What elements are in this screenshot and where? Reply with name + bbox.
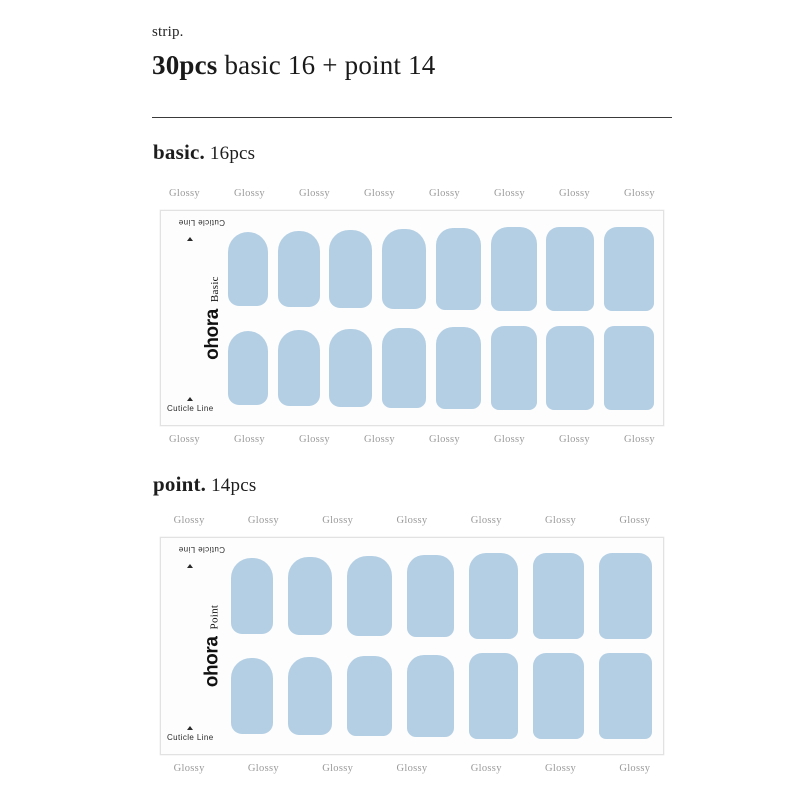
finish-label: Glossy (169, 188, 200, 199)
nail-row (223, 318, 659, 417)
point-heading-label: point. (153, 472, 207, 496)
point-heading-count: 14pcs (206, 475, 257, 496)
nail-sticker (407, 555, 454, 637)
cuticle-arrow-up-icon (187, 397, 193, 401)
finish-label: Glossy (470, 763, 502, 774)
basic-section-heading (153, 140, 255, 165)
brand-mark (201, 605, 223, 688)
finish-label: Glossy (619, 515, 651, 526)
finish-label: Glossy (173, 515, 205, 526)
nail-row (223, 219, 659, 318)
finish-label: Glossy (234, 188, 265, 199)
finish-label: Glossy (234, 434, 265, 445)
finish-label: Glossy (559, 188, 590, 199)
finish-label: Glossy (247, 515, 279, 526)
nail-sticker (436, 327, 481, 409)
nail-sticker (604, 227, 654, 311)
basic-sheet-rail (161, 211, 223, 425)
nail-sticker (329, 230, 372, 308)
nail-sticker (546, 326, 594, 410)
cuticle-line-label-bottom: Cuticle Line (167, 733, 214, 742)
point-bottom-finish-labels (152, 763, 672, 777)
cuticle-arrow-up-icon (187, 237, 193, 241)
finish-label: Glossy (247, 763, 279, 774)
brand-variant: Basic (208, 276, 221, 303)
finish-label: Glossy (545, 763, 577, 774)
nail-sticker (491, 326, 537, 410)
nail-sticker (599, 653, 652, 739)
finish-label: Glossy (299, 434, 330, 445)
finish-label: Glossy (299, 188, 330, 199)
finish-label: Glossy (322, 763, 354, 774)
nail-sticker (278, 330, 320, 406)
nail-sticker (288, 657, 332, 735)
nail-row (223, 646, 659, 746)
title-count: 30pcs (152, 50, 218, 80)
nail-sticker (469, 553, 518, 639)
basic-heading-label: basic. (153, 140, 205, 164)
nail-sticker (491, 227, 537, 311)
brand-name: ohora (201, 636, 223, 688)
brand-mark (202, 276, 224, 360)
basic-bottom-finish-labels (152, 434, 672, 448)
brand-name: ohora (201, 309, 223, 360)
finish-label: Glossy (494, 434, 525, 445)
nail-sticker (231, 558, 273, 634)
nail-sticker (228, 232, 268, 306)
point-nail-grid (223, 546, 659, 746)
finish-label: Glossy (624, 188, 655, 199)
kicker-text: strip. (152, 24, 184, 40)
finish-label: Glossy (396, 515, 428, 526)
nail-sticker (288, 557, 332, 635)
finish-label: Glossy (364, 434, 395, 445)
header-divider (152, 117, 672, 118)
nail-sticker (546, 227, 594, 311)
title-description: basic 16 + point 14 (217, 50, 436, 80)
nail-sticker (407, 655, 454, 737)
page-header (152, 24, 672, 81)
cuticle-line-label-top: Cuticle Line (178, 545, 225, 554)
nail-sticker (347, 656, 392, 736)
nail-sticker (533, 553, 584, 639)
finish-label: Glossy (396, 763, 428, 774)
point-top-finish-labels (152, 515, 672, 529)
nail-sticker (382, 328, 426, 408)
finish-label: Glossy (494, 188, 525, 199)
finish-label: Glossy (322, 515, 354, 526)
nail-sticker (278, 231, 320, 307)
basic-nail-grid (223, 219, 659, 417)
nail-sticker (228, 331, 268, 405)
nail-sticker (469, 653, 518, 739)
finish-label: Glossy (169, 434, 200, 445)
nail-sticker (231, 658, 273, 734)
nail-sticker (347, 556, 392, 636)
finish-label: Glossy (545, 515, 577, 526)
finish-label: Glossy (429, 434, 460, 445)
basic-top-finish-labels (152, 188, 672, 202)
nail-row (223, 546, 659, 646)
nail-sticker (599, 553, 652, 639)
finish-label: Glossy (470, 515, 502, 526)
nail-sticker (604, 326, 654, 410)
nail-sticker (382, 229, 426, 309)
point-nail-sheet (160, 537, 664, 755)
finish-label: Glossy (559, 434, 590, 445)
finish-label: Glossy (624, 434, 655, 445)
nail-sticker (436, 228, 481, 310)
basic-sheet-block (152, 188, 672, 448)
finish-label: Glossy (429, 188, 460, 199)
finish-label: Glossy (173, 763, 205, 774)
cuticle-line-label-bottom: Cuticle Line (167, 404, 214, 413)
nail-sticker (533, 653, 584, 739)
point-section-heading (153, 472, 256, 497)
cuticle-arrow-up-icon (187, 564, 193, 568)
cuticle-line-label-top: Cuticle Line (178, 218, 225, 227)
point-sheet-block (152, 515, 672, 777)
point-sheet-rail (161, 538, 223, 754)
finish-label: Glossy (619, 763, 651, 774)
finish-label: Glossy (364, 188, 395, 199)
basic-heading-count: 16pcs (204, 143, 256, 164)
brand-variant: Point (208, 604, 221, 630)
nail-sticker (329, 329, 372, 407)
basic-nail-sheet (160, 210, 664, 426)
cuticle-arrow-up-icon (187, 726, 193, 730)
page-title (152, 50, 672, 81)
